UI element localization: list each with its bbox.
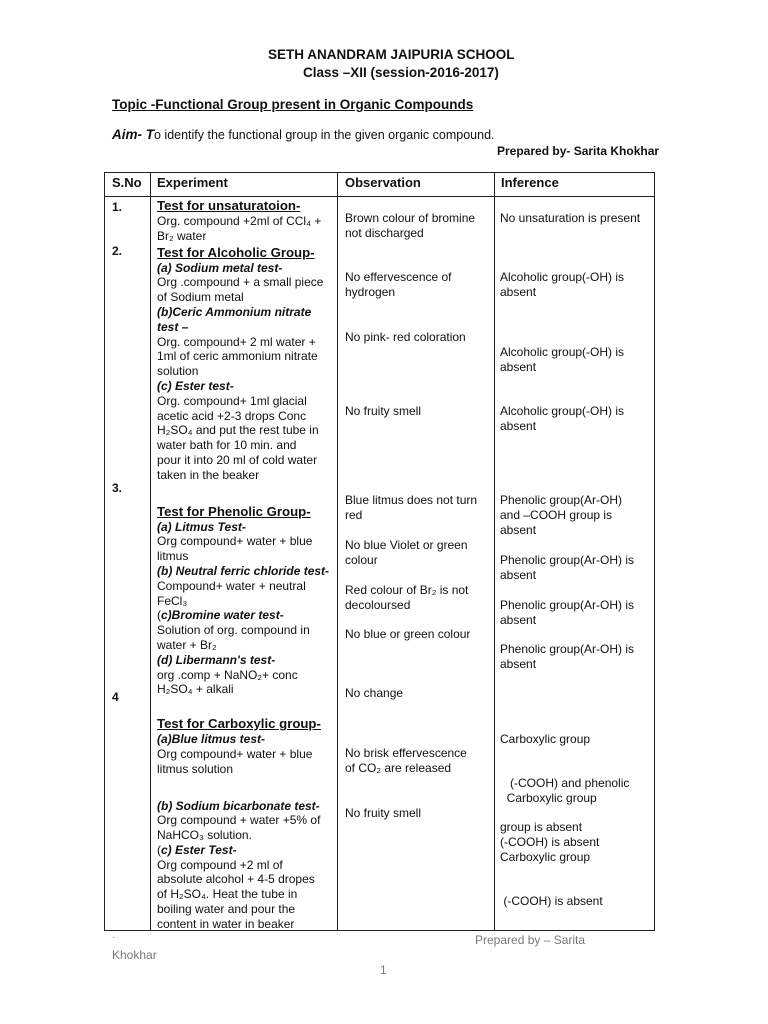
obs-line: No brisk effervescence — [345, 746, 467, 760]
obs-line: of CO₂ are released — [345, 760, 452, 775]
inf-line: and –COOH group is — [500, 507, 613, 522]
exp-line: NaHCO₃ solution. — [157, 828, 252, 843]
inf-line: (-COOH) is absent — [500, 834, 600, 849]
inf-line: Carboxylic group — [500, 790, 597, 805]
obs-line: hydrogen — [345, 284, 396, 299]
inf-2c — [500, 404, 652, 434]
obs-line: No change — [345, 686, 404, 700]
exp-line: H₂SO₄ and put the rest tube in — [157, 423, 319, 438]
exp-line: pour it into 20 ml of cold water — [157, 452, 318, 467]
exp-line: org .comp + NaNO₂+ conc — [157, 667, 298, 682]
ester-test-alcohol: (c) Ester test- — [157, 378, 234, 393]
test-carboxylic-title: Test for Carboxylic group- — [157, 716, 321, 732]
inf-line: (-COOH) and phenolic — [500, 775, 630, 790]
obs-3b — [345, 538, 493, 568]
litmus-test: (a) Litmus Test- — [157, 519, 246, 534]
inf-line: Alcoholic group(-OH) is — [500, 404, 625, 418]
footer-author-surname: Khokhar — [112, 948, 157, 962]
bromine-water-test-label: c)Bromine water test- — [161, 608, 284, 623]
exp-line: content in water in beaker — [157, 916, 295, 931]
inf-line: group is absent — [500, 820, 583, 835]
exp-line: Solution of org. compound in — [157, 623, 310, 638]
obs-4c — [345, 806, 493, 821]
exp-line: absolute alcohol + 4-5 dropes — [157, 872, 315, 887]
header-experiment: Experiment — [157, 175, 228, 190]
exp-line: Org compound+ water + blue — [157, 746, 313, 761]
exp-line: Br₂ water — [157, 228, 207, 243]
exp-line: litmus — [157, 549, 189, 564]
footer-dot: . — [112, 930, 115, 941]
footer-prepared-by: Prepared by – Sarita — [475, 933, 586, 947]
inf-line: Alcoholic group(-OH) is — [500, 345, 625, 359]
exp-line: solution — [157, 364, 199, 379]
exp-line: of H₂SO₄. Heat the tube in — [157, 887, 298, 902]
inf-line: Carboxylic group — [500, 849, 591, 864]
inf-line: absent — [500, 418, 537, 433]
exp-line: Org compound+ water + blue — [157, 534, 313, 549]
class-session: Class –XII (session-2016-2017) — [303, 65, 499, 80]
inf-line: Phenolic group(Ar-OH) — [500, 493, 623, 507]
obs-line: No blue or green colour — [345, 627, 471, 641]
test-unsaturation-title: Test for unsaturatoion- — [157, 198, 301, 213]
obs-line: No blue Violet or green — [345, 538, 468, 552]
exp-line: FeCl₃ — [157, 593, 188, 608]
test-alcoholic-title: Test for Alcoholic Group- — [157, 244, 315, 260]
inf-3d — [500, 642, 652, 672]
exp-line: water bath for 10 min. and — [157, 438, 297, 453]
experiment-column — [157, 197, 335, 932]
inf-2b — [500, 345, 652, 375]
aim-text: o identify the functional group in the given organic compound. — [154, 128, 495, 142]
obs-2a — [345, 270, 493, 300]
obs-line: decoloursed — [345, 597, 411, 612]
obs-1 — [345, 211, 493, 241]
ester-test-acid — [157, 843, 335, 858]
aim-line — [112, 127, 495, 142]
inf-line: absent — [500, 567, 537, 582]
obs-3d — [345, 627, 493, 642]
obs-line: colour — [345, 552, 378, 567]
inf-line: Phenolic group(Ar-OH) is — [500, 553, 635, 567]
header-inference: Inference — [501, 175, 559, 190]
libermann-test: (d) Libermann's test- — [157, 652, 276, 667]
school-name: SETH ANANDRAM JAIPURIA SCHOOL — [268, 47, 515, 62]
test-phenolic-title: Test for Phenolic Group- — [157, 503, 311, 519]
inf-3b — [500, 553, 652, 583]
inf-line: Phenolic group(Ar-OH) is — [500, 642, 635, 656]
exp-line: 1ml of ceric ammonium nitrate — [157, 349, 318, 364]
inf-line: absent — [500, 359, 537, 374]
exp-line: of Sodium metal — [157, 290, 244, 305]
prepared-by: Prepared by- Sarita Khokhar — [497, 144, 660, 158]
inf-2a — [500, 270, 652, 300]
exp-line: Org. compound+ 1ml glacial — [157, 393, 307, 408]
obs-line: No pink- red coloration — [345, 330, 466, 344]
exp-line: water + Br₂ — [157, 637, 217, 652]
inf-3a — [500, 493, 652, 537]
obs-2b — [345, 330, 493, 345]
exp-line: litmus solution — [157, 761, 234, 776]
obs-line: Red colour of Br₂ is not — [345, 583, 469, 597]
sno-2: 2. — [112, 244, 123, 258]
inf-line: absent — [500, 612, 537, 627]
blue-litmus-test: (a)Blue litmus test- — [157, 732, 266, 747]
exp-line: H₂SO₄ + alkali — [157, 682, 234, 697]
exp-line: Org .compound + a small piece — [157, 275, 324, 290]
obs-line: Blue litmus does not turn — [345, 493, 478, 507]
inf-line: absent — [500, 284, 537, 299]
page-number: 1 — [380, 963, 387, 977]
inf-line: Alcoholic group(-OH) is — [500, 270, 625, 284]
inf-3c — [500, 598, 652, 628]
sno-4: 4 — [112, 690, 119, 704]
paren: ( — [157, 842, 161, 857]
exp-line: Org compound + water +5% of — [157, 813, 321, 828]
inf-1 — [500, 211, 652, 226]
exp-line: boiling water and pour the — [157, 902, 296, 917]
topic-title: Topic -Functional Group present in Organic Compounds — [112, 97, 474, 112]
inf-line: Phenolic group(Ar-OH) is — [500, 598, 635, 612]
exp-line: acetic acid +2-3 drops Conc — [157, 408, 307, 423]
sno-3: 3. — [112, 481, 123, 495]
experiment-table — [104, 172, 655, 931]
ferric-chloride-test: (b) Neutral ferric chloride test- — [157, 563, 330, 578]
exp-line: Org. compound+ 2 ml water + — [157, 334, 316, 349]
header-observation: Observation — [345, 175, 421, 190]
obs-line: No effervescence of — [345, 270, 452, 284]
bromine-water-test — [157, 608, 335, 623]
inf-line: (-COOH) is absent — [500, 893, 603, 908]
ceric-ammonium-test: (b)Ceric Ammonium nitrate — [157, 304, 312, 319]
inf-line: absent — [500, 522, 537, 537]
obs-line: No fruity smell — [345, 806, 422, 820]
inf-4c — [500, 820, 652, 938]
obs-4b — [345, 746, 493, 776]
sno-1: 1. — [112, 200, 123, 214]
exp-line: Org compound +2 ml of — [157, 857, 283, 872]
sodium-bicarbonate-test: (b) Sodium bicarbonate test- — [157, 798, 320, 813]
exp-line: Compound+ water + neutral — [157, 578, 306, 593]
exp-line: Org. compound +2ml of CCl₄ + — [157, 214, 322, 228]
obs-line: Brown colour of bromine — [345, 211, 476, 225]
obs-3c — [345, 583, 493, 613]
header-sno: S.No — [112, 175, 142, 190]
exp-line: taken in the beaker — [157, 467, 260, 482]
obs-4a — [345, 686, 493, 701]
obs-line: red — [345, 507, 363, 522]
paren: ( — [157, 608, 161, 623]
obs-line: No fruity smell — [345, 404, 422, 418]
inf-line: absent — [500, 656, 537, 671]
inf-line: Carboxylic group — [500, 731, 591, 746]
obs-2c — [345, 404, 493, 419]
inf-line: No unsaturation is present — [500, 211, 641, 225]
ester-test-acid-label: c) Ester Test- — [161, 842, 237, 857]
exp-line: test – — [157, 319, 189, 334]
sodium-metal-test: (a) Sodium metal test- — [157, 260, 283, 275]
obs-3a — [345, 493, 493, 523]
obs-line: not discharged — [345, 225, 424, 240]
aim-label: Aim- T — [112, 127, 154, 142]
